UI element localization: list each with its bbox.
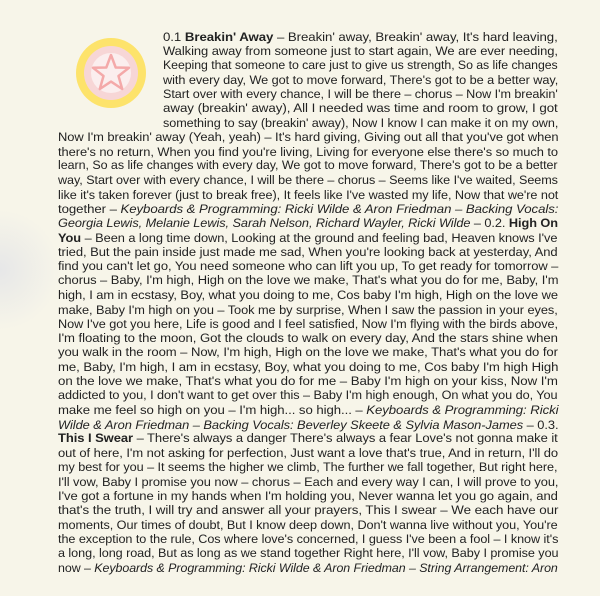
lyrics-line: This I Swear – There's always a danger There's always a fear Love's not gonna make it	[58, 431, 558, 445]
lyrics-line: me, Baby, I'm high, I am in ecstasy, Boy, what you doing to me, Cos baby I'm high High	[58, 360, 559, 374]
lyrics-line: I've got a fortune in my hands when I'm holding you, Never wanna let you go again, and	[58, 489, 558, 503]
lyrics-line: make, Baby I'm high on you – Took me by surprise, When I saw the passion in your eyes,	[58, 303, 558, 317]
lyrics-line: Georgia Lewis, Melanie Lewis, Sarah Nelson, Richard Wayler, Ricki Wilde – 0.2. High On	[58, 216, 558, 230]
lyrics-line: find you can't let go, You need someone who can lift you up, To get ready for tomorrow –	[58, 259, 559, 273]
lyrics-line: high, I am in ecstasy, Boy, what you doing to me, Cos baby I'm high, High on the love we	[58, 288, 559, 302]
lyrics-line: Now I'm breakin' away (Yeah, yeah) – It's hard giving, Giving out all that you've got when	[58, 130, 559, 144]
lyrics-line: way, Start over with every chance, I will be there – chorus – Seems like I've waited, Seems	[58, 173, 558, 187]
lyrics-line: on the love we make, That's what you do for me – Baby I'm high on your kiss, Now I'm	[58, 374, 558, 388]
lyrics-line: with every day, We got to move forward, There's got to be a better way,	[163, 73, 559, 87]
lyrics-line: a long, long road, But as long as we stand together Right here, I'll vow, Baby I promise you	[58, 546, 559, 560]
lyrics-line: my best for you – It seems the higher we climb, The further we fall together, But right here,	[58, 460, 558, 474]
lyrics-line: Wilde & Aron Friedman – Backing Vocals: Beverley Skeete & Sylvia Mason-James – 0.3.	[58, 418, 559, 432]
lyrics-line: learn, So as life changes with every day, We got to move forward, There's got to be a better	[58, 158, 558, 172]
lyrics-line: that's the truth, I will try and answer all your prayers, This I swear – We each have our	[58, 503, 559, 517]
lyrics-line: Keeping that someone to care just to give us strength, So as life changes	[163, 58, 558, 72]
lyrics-line: You – Been a long time down, Looking at the ground and feeling bad, Heaven knows I've	[58, 231, 558, 245]
lyrics-line: I'll vow, Baby I promise you now – chorus – Each and every way I can, I will prove to you,	[58, 475, 559, 489]
lyrics-line: chorus – Baby, I'm high, High on the love we make, That's what you do for me, Baby, I'm	[58, 273, 559, 287]
lyrics-line: like it's taken forever (just to break free), It feels like I've wasted my life, Now that we're not	[58, 188, 559, 202]
lyrics-line: I'm floating to the moon, Got the clouds to walk on every day, And the stars shine when	[58, 331, 558, 345]
lyrics-line: now – Keyboards & Programming: Ricki Wilde & Aron Friedman – String Arrangement: Aron	[58, 561, 558, 575]
lyrics-line: together – Keyboards & Programming: Ricki Wilde & Aron Friedman – Backing Vocals:	[58, 202, 559, 216]
lyrics-line: you walk in the room – Now, I'm high, High on the love we make, That's what you do for	[58, 345, 558, 359]
lyrics-line: tried, But the pain inside just made me sad, When you're looking back at yesterday, And	[58, 245, 558, 259]
lyrics-line: there's no return, When you find you're living, Living for everyone else there's so much to	[58, 145, 558, 159]
lyrics-line: addicted to you, I don't want to get over this – Baby I'm high enough, On what you do, You	[58, 388, 558, 402]
lyrics-line: the exception to the rule, Cos where love's concerned, I guess I've been a fool – I know it's	[58, 532, 559, 546]
lyrics-line: something to say (breakin' away), Now I know I can make it on my own,	[163, 116, 559, 130]
lyrics-line: out of here, I'm not asking for perfection, Just want a love that's true, And in return, I'll do	[58, 446, 558, 460]
lyrics-line: 0.1 Breakin' Away – Breakin' away, Breakin' away, It's hard leaving,	[163, 30, 558, 44]
lyrics-line: make me feel so high on you – I'm high... so high... – Keyboards & Programming: Ricki	[58, 403, 559, 417]
lyrics-line: Now I've got you here, Life is good and I feel satisfied, Now I'm flying with the birds above,	[58, 317, 558, 331]
lyrics-line: away (breakin' away), All I needed was time and room to grow, I got	[163, 101, 558, 115]
lyrics-line: moments, Our times of doubt, But I know deep down, Don't wanna live without you, You're	[58, 518, 558, 532]
lyrics-line: Walking away from someone just to start again, We are ever needing,	[163, 44, 558, 58]
lyrics-line: Start over with every chance, I will be there – chorus – Now I'm breakin'	[163, 87, 558, 101]
star-logo-icon	[74, 36, 148, 110]
